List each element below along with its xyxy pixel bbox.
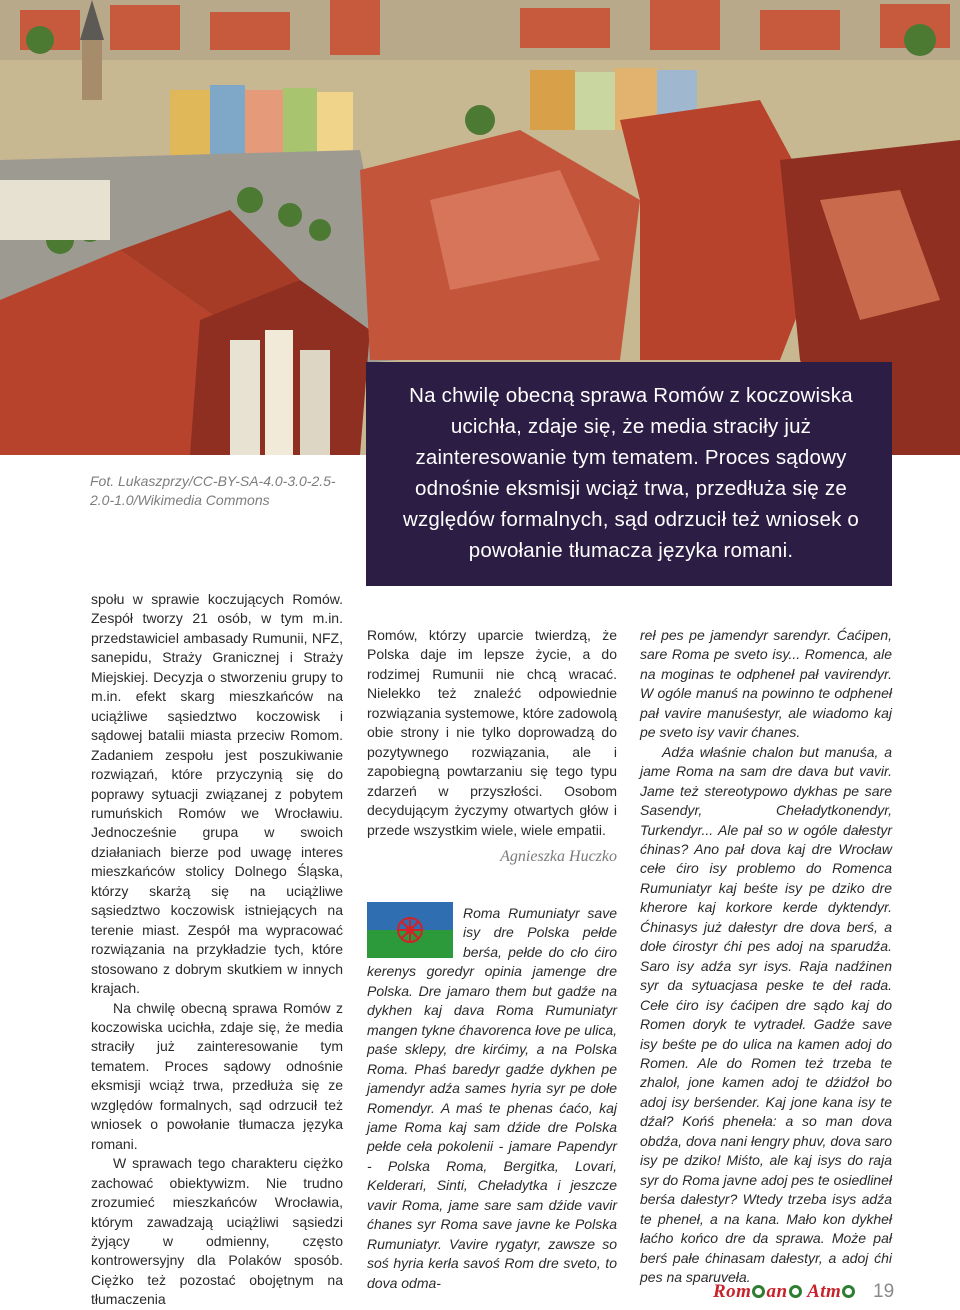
romani-flag-icon bbox=[367, 902, 453, 958]
logo-ring-icon bbox=[842, 1285, 855, 1298]
paragraph: reł pes pe jamendyr sarendyr. Ćaćipen, sare Roma pe sveto isy... Romenca, ale na moginas te odpheneł pał vavirendyr. W ogóle manuś na powinno te odpheneł pał vavire manuśestyr, ale wiadomo kaj pe sveto isy vavir ćhanes. bbox=[640, 627, 892, 741]
pull-quote: Na chwilę obecną sprawa Romów z koczowiska ucichła, zdaje się, że media straciły już zainteresowanie tym tematem. Proces sądowy odnośnie eksmisji wciąż trwa, przedłuża się ze względów formalnych, sąd odrzucił też wniosek o powołanie tłumacza języka romani. bbox=[366, 362, 892, 586]
romani-text-column bbox=[367, 904, 617, 1293]
paragraph: Romów, którzy uparcie twierdzą, że Polska daje im lepsze życie, a do rodzimej Rumunii nie chcą wracać. Nielekko też znaleźć odpowiednie rozwiązania systemowe, które zadowolą obie strony i nie tylko doprowadzą do pozytywnego rozwiązania, ale i zapobiegną powtarzaniu się tego typu zdarzeń w przyszłości. Osobom decydującym życzymy otwartych głów i przede wszystkim wiele, wiele empatii. bbox=[367, 627, 617, 838]
logo-ring-icon bbox=[789, 1285, 802, 1298]
photo-caption: Fot. Lukaszprzy/CC-BY-SA-4.0-3.0-2.5-2.0-1.0/Wikimedia Commons bbox=[90, 473, 336, 508]
article-column-2 bbox=[367, 626, 617, 840]
logo-ring-icon bbox=[752, 1285, 765, 1298]
page-number: 19 bbox=[873, 1281, 895, 1302]
magazine-logo: Rom an Atm bbox=[713, 1281, 856, 1303]
article-column-3 bbox=[640, 626, 892, 1287]
author-signature: Agnieszka Huczko bbox=[500, 848, 617, 865]
paragraph: Na chwilę obecną sprawa Romów z koczowiska ucichła, zdaje się, że media straciły już zainteresowanie tym tematem. Proces sądowy odnośnie eksmisji wciąż trwa, przedłuża się ze względów formalnych, sąd odrzucił też wniosek o powołanie tłumacza języka romani. bbox=[91, 999, 343, 1152]
paragraph: Roma Rumuniatyr save isy dre Polska pełde berśa, pełde do cło ćiro kerenys goredyr opinia jamenge dre Polska. Dre jamaro them but gadźe na dykhen kaj dava Roma Rumuniatyr mangen tykne ćhavorenca łove pe ulica, paśe sklepy, dre kirćimy, a na Polska Roma. Phaś baredyr gadźe dykhen pe jamendyr adźa sames hyria syr pe dołe Romendyr. A maś te phenas ćaćo, kaj jame Roma kaj sam dźide dre Polska pełde ceła pokolenii - jamare Papendyr - Polska Roma, Bergitka, Lovari, Kelderari, Sinti, Cheładytka i jeszcze vavir Roma, jame sare sam dźide vavir ćhanes syr Roma save javne ke Polska Rumuniatyr. Vavire rygatyr, zawsze so soś hyria kerła savoś Rom dre sveto, to dova odma- bbox=[367, 905, 617, 1291]
paragraph: społu w sprawie koczujących Romów. Zespół tworzy 21 osób, w tym m.in. przedstawiciel ambasady Rumunii, NFZ, sanepidu, Straży Granicznej i Straży Miejskiej. Decyzja o stworzeniu grupy to m.in. efekt skarg mieszkańców na uciążliwe sąsiedztwo koczowisk i sądowej batalii miasta przeciw Romom. Zadaniem zespołu jest poszukiwanie rozwiązań, które przyczynią się do poprawy sytuacji związanej z pobytem rumuńskich Romów we Wrocławiu. Jednocześnie grupa w swoich działaniach bierze pod uwagę interes mieszkańców stolicy Dolnego Śląska, którzy skarżą się na uciążliwe sąsiedztwo koczowisk istniejących na terenie miast. Zespół ma wypracować rozwiązania na przykładzie tych, które stosowano z dobrym skutkiem w innych krajach. bbox=[91, 591, 343, 997]
paragraph: Adźa właśnie chalon but manuśa, a jame Roma na sam dre dava but vavir. Jame też stereotypowo dykhas pe sare Sasendyr, Cheładytkonendyr, Turkendyr... Ale pał so w ogóle dałestyr ćhinas? Ano pał dova kaj dre Wrocław cełe ćiro isy problemo do Romenca Rumuniatyr kaj beśte isy pe dziko dre kherore kaj korkore kerde dyktendyr. Ćhinasys już dałestyr dre dova berś, a dołe ćirostyr ćhi pes adoj na sparudźa. Saro isy adźa syr isys. Raja nadźinen syr da sytuacjasa peske te deł rada. Cełe ćiro isy ćaćipen dre sądo kaj do Romen doryk te vytradeł. Gadźe save isy beśte pe do ulica na kamen adoj do Romen. Ale do Romen też trzeba te zhaloł, jone kamen adoj te dźidźoł bo adoj isy berśender. Kaj jone kana isy te dźał? Końś pheneła: a so man dova obdźa, dova nani łengry phuv, dova saro isy pe dziko! Miśto, ale kaj isys do raja syr do Roma javne adoj pes te osiedlineł berśa dałestyr? Wtedy trzeba isys adźa te pheneł, a na kana. Mało kon dykheł łaćho końco dre da sprawa. Może pał berś pałe ćhinasam dałestyr, a adoj ćhi pes na sparuveła. bbox=[640, 743, 892, 1285]
paragraph: W sprawach tego charakteru ciężko zachować obiektywizm. Nie trudno zrozumieć mieszkańców Wrocławia, którym zawadzają uciążliwi sąsiedzi żyjący w odmienny, często kontrowersyjny dla Polaków sposób. Ciężko też pozostać obojętnym na tłumaczenia bbox=[91, 1155, 343, 1308]
article-column-1 bbox=[91, 590, 343, 1310]
